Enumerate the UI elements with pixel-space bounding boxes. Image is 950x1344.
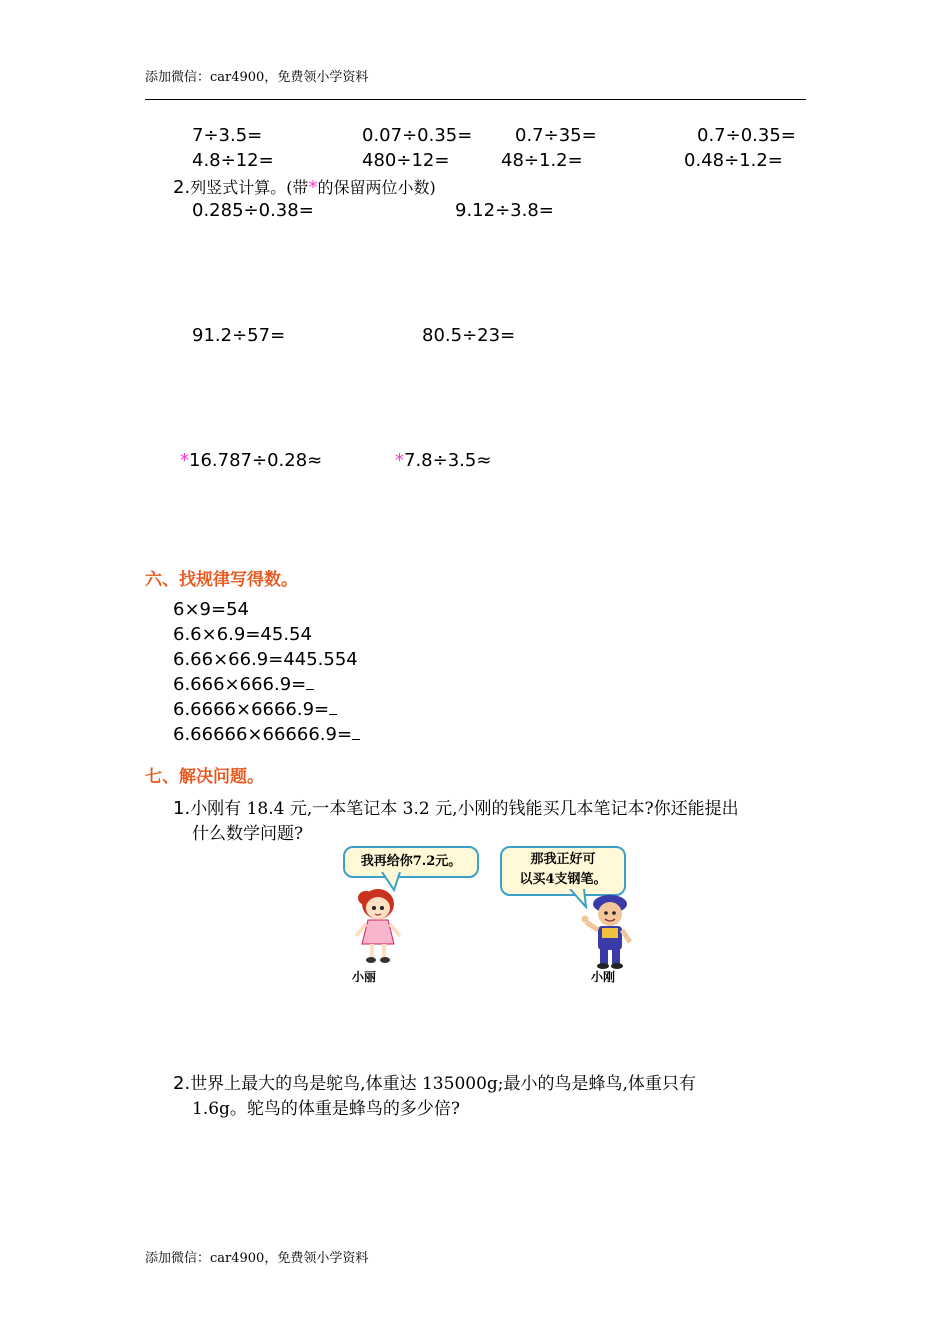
answer-blank[interactable] [306,675,314,690]
vertical-item: 80.5÷23= [422,325,516,346]
page-header: 添加微信：car4900，免费领小学资料 [145,70,369,85]
bubble-text: 我再给你7.2元。 [360,854,462,869]
page-footer: 添加微信：car4900，免费领小学资料 [145,1251,369,1266]
question-2-line1 [173,1072,696,1096]
section-heading: 七、解决问题。 [145,767,264,787]
speech-bubble-girl [343,846,479,878]
pattern-line: 6.6×6.9=45.54 [173,624,312,645]
expression: 6.666×666.9= [173,674,307,695]
question-number: 2. [173,177,191,198]
instruction-text: 列竖式计算。(带 [190,178,309,197]
pattern-line-blank [173,724,360,745]
bubble-text: 以买4支钢笔。 [519,872,607,887]
question-number: 1. [173,798,191,819]
boy-figure-icon [580,892,636,970]
expression: 7.8÷3.5≈ [404,450,492,471]
vertical-item: 9.12÷3.8= [455,200,554,221]
oral-item: 480÷12= [362,150,450,171]
oral-item: 0.07÷0.35= [362,125,473,146]
girl-figure-icon [350,884,406,966]
star-mark: * [395,450,404,471]
pattern-line: 6.66×66.9=445.554 [173,649,358,670]
vertical-calc-title [173,175,436,198]
oral-item: 0.48÷1.2= [684,150,783,171]
pattern-line-blank [173,674,314,695]
vertical-item: 0.285÷0.38= [192,200,314,221]
oral-item: 7÷3.5= [192,125,263,146]
bubble-text: 那我正好可 [530,852,596,867]
section-heading: 六、找规律写得数。 [145,570,298,590]
expression: 6.66666×66666.9= [173,724,353,745]
question-text: 世界上最大的鸟是鸵鸟,体重达 135000g;最小的鸟是蜂鸟,体重只有 [190,1074,696,1094]
pattern-line: 6×9=54 [173,599,249,620]
pattern-line-blank [173,699,337,720]
expression: 6.6666×6666.9= [173,699,330,720]
character-name: 小刚 [591,970,616,984]
oral-item: 4.8÷12= [192,150,274,171]
instruction-text: 的保留两位小数) [317,178,436,197]
question-2-line2: 1.6g。鸵鸟的体重是蜂鸟的多少倍? [192,1099,461,1119]
question-1-line1 [173,797,739,821]
question-1-line2: 什么数学问题? [192,824,304,844]
oral-item: 48÷1.2= [501,150,583,171]
star-mark: * [308,177,318,198]
question-text: 小刚有 18.4 元,一本笔记本 3.2 元,小刚的钱能买几本笔记本?你还能提出 [190,799,739,819]
expression: 16.787÷0.28≈ [189,450,323,471]
star-mark: * [180,450,189,471]
vertical-item-starred [395,450,491,471]
oral-item: 0.7÷0.35= [697,125,796,146]
vertical-item-starred [180,450,322,471]
character-name: 小丽 [352,970,377,984]
answer-blank[interactable] [329,700,337,715]
speech-bubble-boy [500,846,626,896]
vertical-item: 91.2÷57= [192,325,286,346]
answer-blank[interactable] [352,725,360,740]
header-rule [145,99,806,100]
oral-item: 0.7÷35= [515,125,597,146]
question-number: 2. [173,1073,191,1094]
